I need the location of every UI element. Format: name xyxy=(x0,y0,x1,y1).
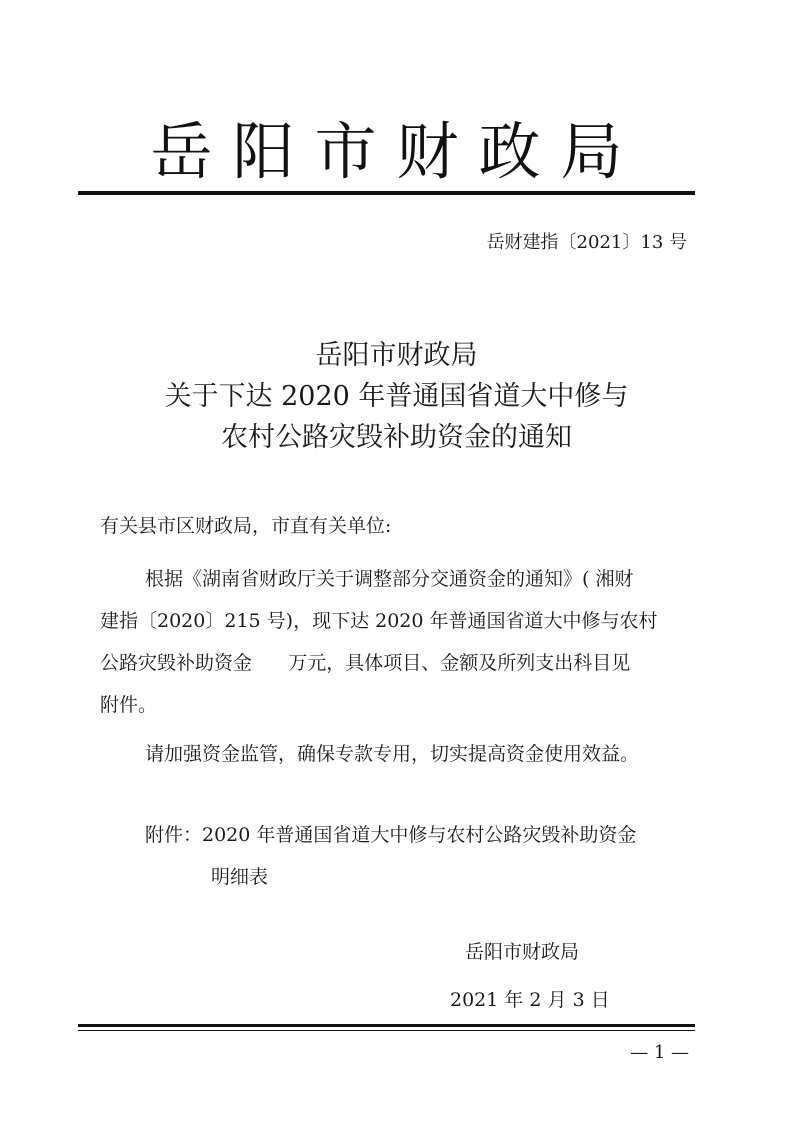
paragraph-line: 附件。 xyxy=(100,694,158,716)
attachment-line: 明细表 xyxy=(211,866,269,888)
footer-divider-rule xyxy=(78,1024,695,1027)
paragraph-line: 公路灾毁补助资金 万元，具体项目、金额及所列支出科目见 xyxy=(100,652,631,674)
body-paragraph-request xyxy=(100,733,700,775)
body-paragraph-main xyxy=(100,558,700,726)
title-line: 岳阳市财政局 xyxy=(315,340,478,371)
header-divider-rule xyxy=(78,191,695,195)
attachment-note xyxy=(145,814,636,898)
document-header-title: 岳阳市财政局 xyxy=(150,115,643,188)
attachment-line: 附件：2020 年普通国省道大中修与农村公路灾毁补助资金 xyxy=(145,824,637,846)
title-line: 关于下达 2020 年普通国省道大中修与 xyxy=(164,381,629,412)
paragraph-line: 请加强资金监管，确保专款专用，切实提高资金使用效益。 xyxy=(145,743,640,765)
title-line: 农村公路灾毁补助资金的通知 xyxy=(221,422,572,453)
page-number: — 1 — xyxy=(630,1042,689,1063)
issuer-signature: 岳阳市财政局 xyxy=(465,941,580,963)
issue-date: 2021 年 2 月 3 日 xyxy=(450,989,610,1011)
paragraph-line: 建指〔2020〕215 号)，现下达 2020 年普通国省道大中修与农村 xyxy=(100,610,658,632)
paragraph-line: 根据《湖南省财政厅关于调整部分交通资金的通知》( 湘财 xyxy=(145,568,634,590)
document-title xyxy=(0,335,793,458)
document-number: 岳财建指〔2021〕13 号 xyxy=(486,232,687,253)
footer-divider-thin-rule xyxy=(78,1030,695,1031)
addressee: 有关县市区财政局，市直有关单位: xyxy=(100,515,392,537)
